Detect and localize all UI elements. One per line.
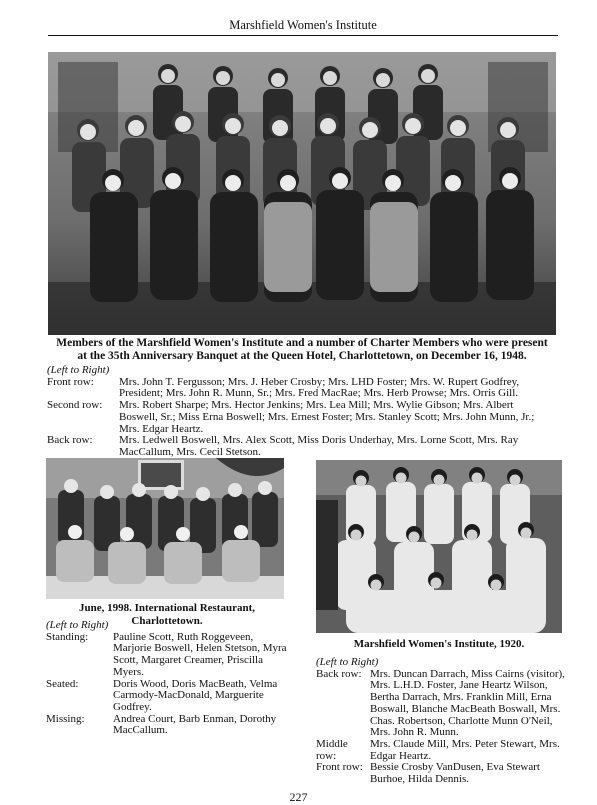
restaurant-1998-caption: June, 1998. International Restaurant, Charlottetown.	[78, 602, 255, 627]
name-row	[47, 435, 552, 458]
name-row	[316, 739, 568, 762]
name-row	[316, 669, 568, 739]
page-header	[48, 6, 558, 36]
restaurant-1998-photo-image	[46, 458, 284, 599]
row-names: Mrs. Robert Sharpe; Mrs. Hector Jenkins; Mrs. Lea Mill; Mrs. Wylie Gibson; Mrs. Albert Boswell, Sr.; Miss Erna Boswell; Mrs. Ernest Foster; Mrs. Stanley Scott; Mrs. John Munn, Jr.; Mrs. Edgar Heartz.	[119, 399, 535, 435]
name-row	[46, 679, 291, 714]
name-row	[316, 762, 568, 785]
row-label: Standing:	[46, 630, 89, 643]
row-names: Mrs. Duncan Darrach, Miss Cairns (visitor), Mrs. L.H.D. Foster, Jane Heartz Wilson, Bertha Darrach, Mrs. Franklin Mill, Erna Boswall, Blanche MacBeath Boswall, Mrs. Chas. Robertson, Charlotte Munn O'Neil, Mrs. John R. Munn.	[370, 667, 565, 739]
institute-1920-photo-image	[316, 460, 562, 633]
row-label: Second row:	[47, 399, 103, 412]
row-names: Andrea Court, Barb Enman, Dorothy MacCallum.	[113, 712, 277, 737]
name-row	[46, 714, 291, 737]
banquet-1948-photo-image	[48, 52, 556, 335]
page-number: 227	[289, 790, 308, 804]
row-names: Bessie Crosby VanDusen, Eva Stewart Burhoe, Hilda Dennis.	[370, 761, 540, 786]
name-row	[47, 400, 552, 435]
left-to-right-label: (Left to Right)	[46, 619, 109, 631]
banquet-1948-names	[47, 365, 552, 459]
row-label: Seated:	[46, 677, 79, 690]
row-names: Mrs. Claude Mill, Mrs. Peter Stewart, Mrs. Edgar Heartz.	[370, 737, 560, 762]
row-names: Mrs. John T. Fergusson; Mrs. J. Heber Crosby; Mrs. LHD Foster; Mrs. W. Rupert Godfrey, President; Mrs. John R. Munn, Sr.; Mrs. Fred MacRae; Mrs. Herb Prowse; Mrs. Orris Gill.	[119, 375, 520, 400]
row-label: Back row:	[316, 667, 362, 680]
name-row	[47, 377, 552, 400]
row-label: Back row:	[47, 434, 93, 447]
header-rule	[48, 35, 558, 36]
left-to-right-label: (Left to Right)	[316, 656, 379, 668]
name-row	[46, 632, 291, 679]
banquet-1948-photo	[48, 52, 556, 335]
row-label: Front row:	[47, 375, 94, 388]
row-names: Mrs. Ledwell Boswell, Mrs. Alex Scott, Miss Doris Underhay, Mrs. Lorne Scott, Mrs. Ray MacCallum, Mrs. Cecil Stetson.	[119, 434, 519, 458]
institute-1920-names	[316, 657, 568, 786]
page-header-title: Marshfield Women's Institute	[229, 18, 377, 32]
row-names: Pauline Scott, Ruth Roggeveen, Marjorie Boswell, Helen Stetson, Myra Scott, Margaret Creamer, Priscilla Myers.	[113, 630, 287, 678]
row-label: Missing:	[46, 712, 85, 725]
row-names: Doris Wood, Doris MacBeath, Velma Carmody-MacDonald, Marguerite Godfrey.	[113, 677, 278, 713]
row-label: Middle row:	[316, 737, 348, 762]
left-to-right-label: (Left to Right)	[47, 364, 110, 376]
institute-1920-caption: Marshfield Women's Institute, 1920.	[353, 638, 525, 650]
institute-1920-photo	[316, 460, 562, 633]
row-label: Front row:	[316, 761, 363, 774]
restaurant-1998-names	[46, 620, 291, 737]
banquet-1948-caption: Members of the Marshfield Women's Institute and a number of Charter Members who were present at the 35th Anniversary Banquet at the Queen Hotel, Charlottetown, on December 16, 1948.	[56, 337, 548, 362]
restaurant-1998-photo	[46, 458, 284, 599]
